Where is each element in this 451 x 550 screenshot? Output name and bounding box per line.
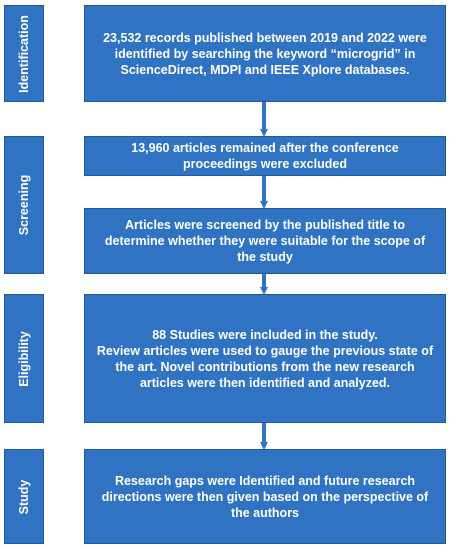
box-research-gaps-text: Research gaps were Identified and future research directions were then given based on the perspective of the authors (101, 473, 429, 520)
box-conference-excluded-text: 13,960 articles remained after the conference proceedings were excluded (131, 141, 399, 171)
stage-identification-label: Identification (17, 14, 31, 93)
box-records-identified-text: 23,532 records published between 2019 and 2022 were identified by searching the keyword “microgrid” in ScienceDirect, MDPI and IEEE Xplore databases. (103, 30, 427, 77)
stage-study-label: Study (17, 479, 31, 514)
stage-eligibility-label: Eligibility (17, 330, 31, 387)
box-title-screened-text: Articles were screened by the published title to determine whether they were suitable for the scope of the study (104, 218, 426, 264)
stage-screening-label: Screening (17, 174, 31, 236)
box-studies-included-text: 88 Studies were included in the study. Review articles were used to gauge the previous state of the art. Novel contributions from the new research articles were then identified and analyzed. (96, 327, 434, 390)
